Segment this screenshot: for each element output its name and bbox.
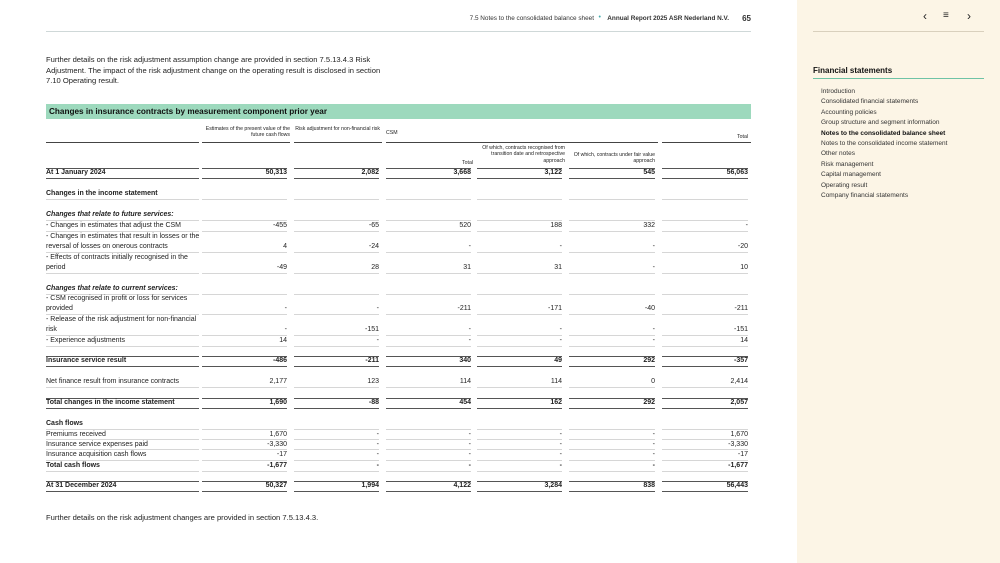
table-row: [46, 336, 751, 347]
row-label: Changes in the income statement: [46, 190, 158, 197]
header-rule: [202, 142, 290, 143]
row-label: - Changes in estimates that result in losses or the reversal of losses on onerous contracts: [46, 233, 200, 251]
row-value: -357: [733, 357, 748, 364]
row-underline: [477, 210, 562, 221]
row-value: 332: [643, 222, 655, 229]
row-value: -: [468, 441, 471, 448]
row-label: - Changes in estimates that adjust the CSM: [46, 222, 182, 229]
table-row: [46, 440, 751, 450]
row-value: 14: [279, 337, 287, 344]
row-value: -: [468, 243, 471, 250]
header-rule: [386, 142, 658, 143]
row-value: -1,677: [267, 462, 287, 469]
toc-item[interactable]: Group structure and segment information: [821, 119, 940, 127]
row-value: -: [468, 451, 471, 458]
row-underline: [202, 210, 287, 221]
row-label: - Release of the risk adjustment for non-financial risk: [46, 316, 197, 334]
row-value: 162: [550, 399, 562, 406]
table-row: [46, 189, 751, 200]
row-value: 2,057: [730, 399, 748, 406]
row-value: 545: [643, 169, 655, 176]
row-value: -: [559, 326, 562, 333]
row-value: -: [559, 451, 562, 458]
row-value: -24: [368, 243, 379, 250]
row-value: -: [652, 441, 655, 448]
row-value: -: [652, 326, 655, 333]
row-value: -: [376, 441, 379, 448]
table-row: [46, 481, 751, 492]
row-value: 114: [550, 378, 562, 385]
row-value: -: [652, 337, 655, 344]
row-value: -211: [457, 305, 471, 312]
table-row: [46, 315, 751, 336]
row-value: -211: [365, 357, 379, 364]
header-report-title: Annual Report 2025 ASR Nederland N.V.: [607, 15, 729, 22]
row-underline: [294, 189, 379, 200]
row-value: -3,330: [267, 441, 287, 448]
row-value: 1,670: [730, 431, 748, 438]
row-value: -40: [644, 305, 655, 312]
row-underline: [569, 419, 655, 430]
toc-item[interactable]: Notes to the consolidated balance sheet: [821, 129, 946, 137]
row-underline: [569, 210, 655, 221]
table-row: [46, 356, 751, 367]
col-header-csm-fv: Of which, contracts under fair value approach: [573, 152, 655, 165]
row-value: -151: [364, 326, 379, 333]
row-value: 340: [459, 357, 471, 364]
row-value: -455: [272, 222, 287, 229]
row-value: -: [559, 337, 562, 344]
row-value: 31: [463, 264, 471, 271]
row-value: -: [376, 451, 379, 458]
row-label: Changes that relate to current services:: [46, 285, 178, 292]
row-value: 50,327: [265, 482, 287, 489]
menu-icon[interactable]: ≡: [943, 10, 949, 21]
row-value: 454: [459, 399, 471, 406]
col-header-csm-total: Total: [462, 160, 473, 166]
row-value: -: [652, 451, 655, 458]
row-underline: [662, 189, 748, 200]
page-header: [46, 13, 751, 32]
row-value: -17: [276, 451, 287, 458]
row-underline: [662, 210, 748, 221]
row-value: 520: [459, 222, 471, 229]
row-label: Net finance result from insurance contracts: [46, 378, 180, 385]
sidebar-divider: [813, 31, 984, 32]
row-value: 0: [651, 378, 655, 385]
header-separator-dot: •: [598, 14, 601, 21]
row-underline: [294, 210, 379, 221]
row-value: 292: [643, 399, 655, 406]
row-value: -211: [734, 305, 748, 312]
row-value: -17: [737, 451, 748, 458]
row-label: At 1 January 2024: [46, 169, 106, 176]
row-value: 292: [643, 357, 655, 364]
row-value: 10: [740, 264, 748, 271]
header-rule: [46, 142, 199, 143]
row-value: -: [559, 441, 562, 448]
toc-item[interactable]: Company financial statements: [821, 192, 909, 200]
row-value: 1,670: [269, 431, 287, 438]
row-label: Insurance acquisition cash flows: [46, 451, 147, 458]
table-row: [46, 232, 751, 253]
row-value: -: [284, 326, 287, 333]
row-value: 1,994: [361, 482, 379, 489]
row-value: -: [376, 337, 379, 344]
row-label: Cash flows: [46, 420, 83, 427]
chevron-left-icon[interactable]: ‹: [923, 9, 927, 23]
table-row: [46, 419, 751, 430]
chevron-right-icon[interactable]: ›: [967, 9, 971, 23]
row-value: 50,313: [265, 169, 287, 176]
table-row: [46, 294, 751, 315]
row-label: Insurance service expenses paid: [46, 441, 148, 448]
row-label: - Experience adjustments: [46, 337, 125, 344]
toc-item[interactable]: Notes to the consolidated income statement: [821, 140, 948, 148]
toc-item[interactable]: Capital management: [821, 171, 881, 179]
toc-item[interactable]: Consolidated financial statements: [821, 98, 919, 106]
row-value: -: [745, 222, 748, 229]
row-value: 123: [367, 378, 379, 385]
row-value: -: [652, 462, 655, 469]
row-value: -: [468, 462, 471, 469]
row-value: -: [652, 243, 655, 250]
row-value: -: [284, 305, 287, 312]
row-label: At 31 December 2024: [46, 482, 117, 489]
col-header-csm-retro: Of which, contracts recognised from transition date and retrospective approach: [482, 145, 565, 164]
row-value: 3,284: [544, 482, 562, 489]
row-value: 4,122: [453, 482, 471, 489]
toc-item[interactable]: Accounting policies: [821, 108, 877, 116]
row-value: -: [376, 431, 379, 438]
row-label: - CSM recognised in profit or loss for services provided: [46, 295, 188, 313]
outro-paragraph: Further details on the risk adjustment changes are provided in section 7.5.13.4.3.: [46, 513, 319, 522]
row-underline: [294, 419, 379, 430]
row-value: -3,330: [728, 441, 748, 448]
header-rule: [662, 142, 751, 143]
row-value: -: [652, 264, 655, 271]
row-value: 14: [740, 337, 748, 344]
toc-title: Financial statements: [813, 66, 984, 79]
toc-item[interactable]: Other notes: [821, 150, 855, 158]
table-row: [46, 398, 751, 409]
row-value: 56,063: [726, 169, 748, 176]
toc-list: [821, 87, 991, 201]
row-value: 114: [459, 378, 471, 385]
row-value: -: [559, 431, 562, 438]
row-value: -49: [276, 264, 287, 271]
row-value: -486: [272, 357, 287, 364]
table-row: [46, 430, 751, 440]
row-value: 3,668: [453, 169, 471, 176]
row-value: -171: [547, 305, 562, 312]
toc-item[interactable]: Operating result: [821, 181, 868, 189]
toc-item[interactable]: Risk management: [821, 160, 874, 168]
row-value: 188: [550, 222, 562, 229]
row-label: - Effects of contracts initially recognised in the period: [46, 254, 188, 272]
table-row: [46, 377, 751, 388]
row-underline: [386, 419, 471, 430]
nav-controls: [923, 9, 978, 23]
table-row: [46, 253, 751, 274]
intro-paragraph: Further details on the risk adjustment assumption change are provided in section 7.5.13.4.3 Risk Adjustment. The impact of the risk adjustment change on the operating result is disclosed in section 7.10 Operating result.: [46, 55, 381, 86]
row-value: 2,414: [730, 378, 748, 385]
row-value: -88: [368, 399, 379, 406]
header-section-title: 7.5 Notes to the consolidated balance sheet: [469, 15, 594, 22]
row-value: -: [376, 305, 379, 312]
table-row: [46, 221, 751, 232]
row-underline: [202, 189, 287, 200]
row-value: -: [468, 337, 471, 344]
row-value: 3,122: [544, 169, 562, 176]
row-value: -: [468, 431, 471, 438]
row-value: -1,677: [728, 462, 748, 469]
row-value: 1,690: [269, 399, 287, 406]
row-value: 2,082: [361, 169, 379, 176]
col-header-total: Total: [737, 134, 748, 140]
table-row: [46, 461, 751, 472]
row-value: -151: [733, 326, 748, 333]
row-underline: [386, 189, 471, 200]
row-value: -: [468, 326, 471, 333]
table-row: [46, 210, 751, 221]
row-value: -65: [368, 222, 379, 229]
row-underline: [477, 189, 562, 200]
row-underline: [386, 210, 471, 221]
col-header-ra: Risk adjustment for non-financial risk: [295, 126, 380, 132]
row-label: Total changes in the income statement: [46, 399, 175, 406]
row-underline: [202, 419, 287, 430]
row-value: -20: [737, 243, 748, 250]
row-label: Total cash flows: [46, 462, 100, 469]
row-value: 56,443: [726, 482, 748, 489]
row-value: -: [652, 431, 655, 438]
row-value: -: [559, 462, 562, 469]
toc-item[interactable]: Introduction: [821, 88, 855, 95]
row-value: -: [559, 243, 562, 250]
row-value: 49: [554, 357, 562, 364]
row-value: 838: [643, 482, 655, 489]
header-rule: [294, 142, 382, 143]
row-label: Changes that relate to future services:: [46, 211, 174, 218]
row-value: 28: [371, 264, 379, 271]
col-header-csm: CSM: [386, 130, 398, 136]
row-value: -: [376, 462, 379, 469]
row-label: Insurance service result: [46, 357, 127, 364]
row-value: 31: [554, 264, 562, 271]
row-value: 4: [283, 243, 287, 250]
page-number: 65: [742, 14, 751, 23]
table-title: Changes in insurance contracts by measurement component prior year: [46, 104, 751, 119]
col-header-pvfcf: Estimates of the present value of the future cash flows: [205, 126, 290, 139]
sidebar-panel: [797, 0, 1000, 563]
row-underline: [662, 419, 748, 430]
row-label: Premiums received: [46, 431, 106, 438]
row-underline: [477, 419, 562, 430]
table-row: [46, 168, 751, 179]
table-row: [46, 450, 751, 461]
row-value: 2,177: [269, 378, 287, 385]
row-underline: [569, 189, 655, 200]
